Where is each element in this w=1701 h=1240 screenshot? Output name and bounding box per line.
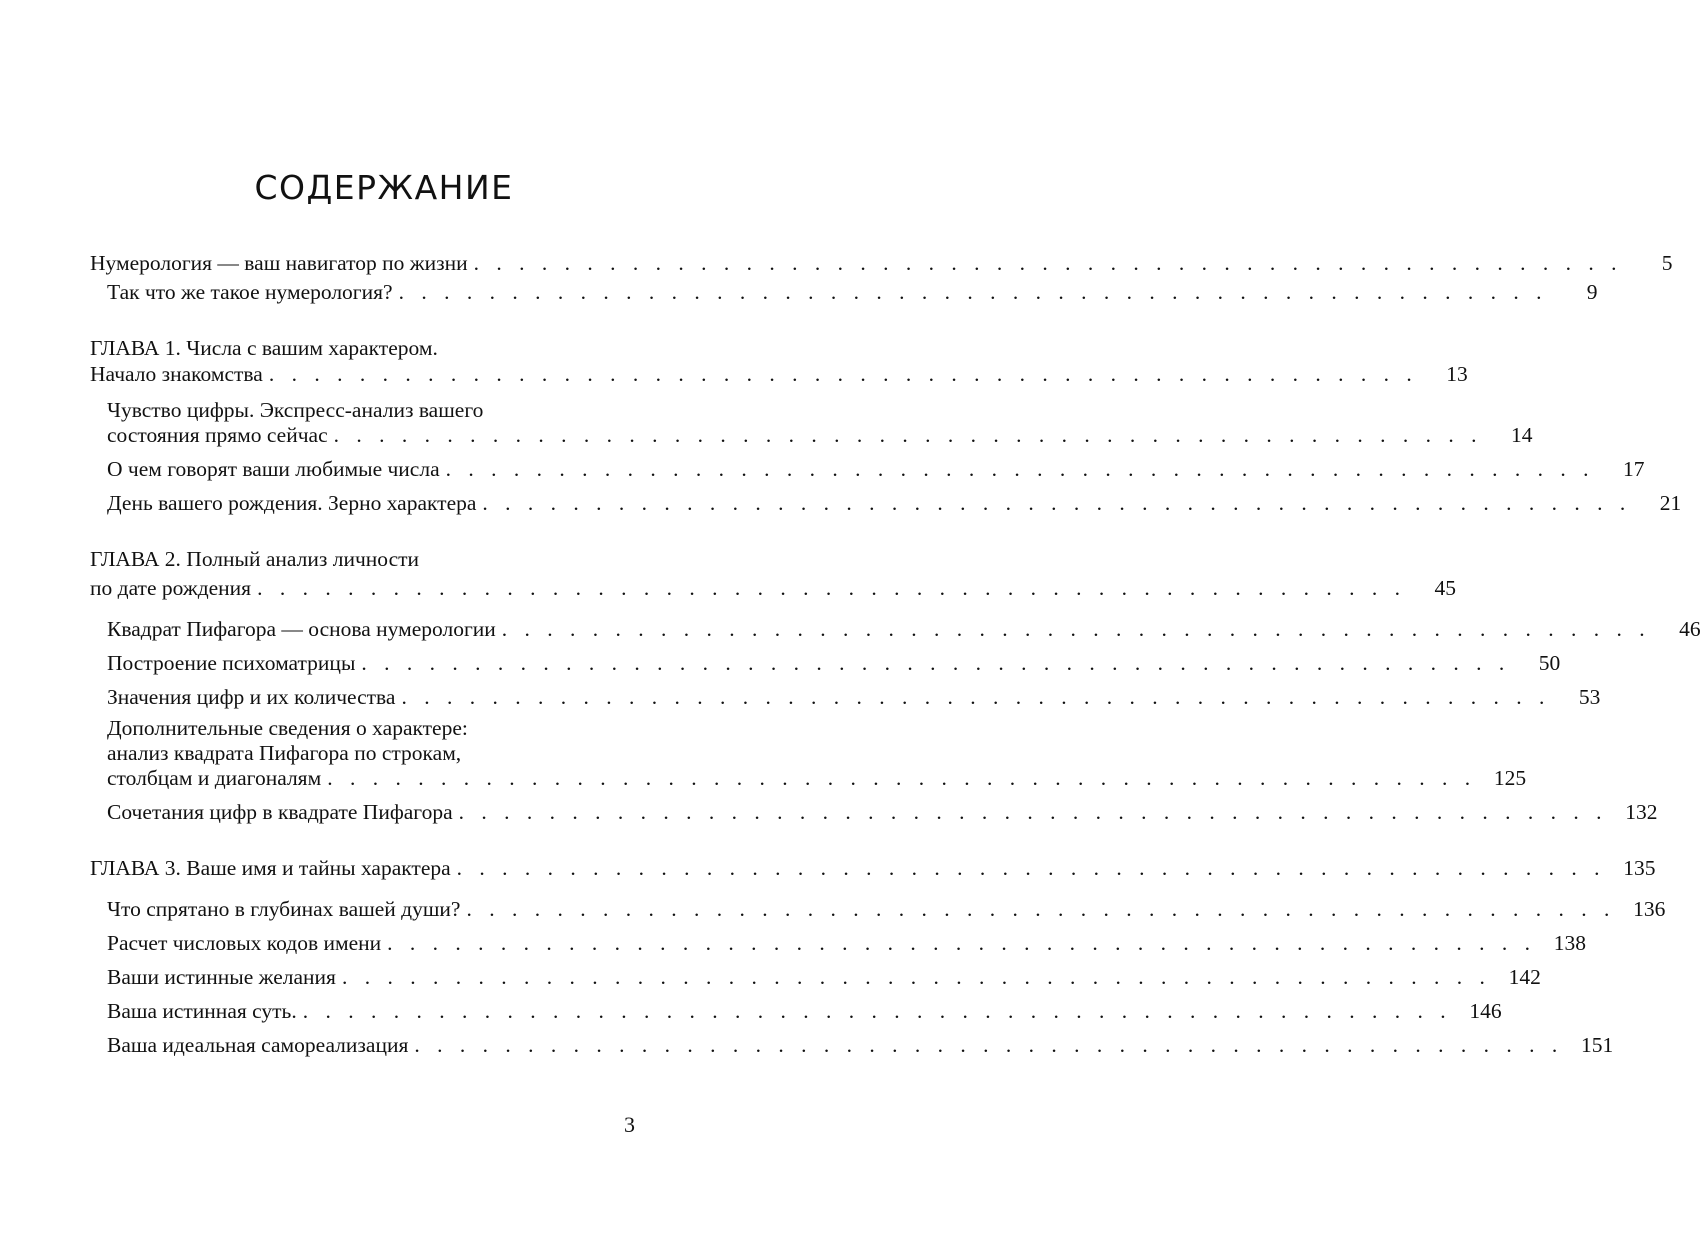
toc-entry-page: 45 xyxy=(1434,576,1456,600)
toc-entry-page: 125 xyxy=(1493,766,1527,790)
dot-leader: . . . . . . . . . . . . . . . . . . . . . . . . . . . . . . . . . . . . . . . . . . . . . . . . . . . xyxy=(445,457,1595,481)
page-number: 3 xyxy=(624,1112,635,1137)
dot-leader: . . . . . . . . . . . . . . . . . . . . . . . . . . . . . . . . . . . . . . . . . . . . . . . . . . . xyxy=(341,965,1491,989)
chapter-heading: ГЛАВА 1. Числа с вашим характером. xyxy=(90,336,438,360)
toc-entry-page: 9 xyxy=(1586,280,1598,304)
toc-entry-line: Дополнительные сведения о характере: xyxy=(107,716,468,740)
toc-entry-title: Что спрятано в глубинах вашей души? xyxy=(107,897,461,921)
toc-entry-page: 46 xyxy=(1679,617,1701,641)
toc-entry-title: Сочетания цифр в квадрате Пифагора xyxy=(107,800,453,824)
dot-leader: . . . . . . . . . . . . . . . . . . . . . . . . . . . . . . . . . . . . . . . . . . . . . . . . . . . xyxy=(398,280,1548,304)
toc-entry xyxy=(107,800,1658,825)
toc-entry-title: Начало знакомства xyxy=(90,362,263,386)
toc-entry xyxy=(107,1033,1614,1058)
toc-entry-title: столбцам и диагоналям xyxy=(107,766,322,790)
toc-entry-page: 136 xyxy=(1633,897,1666,921)
dot-leader: . . . . . . . . . . . . . . . . . . . . . . . . . . . . . . . . . . . . . . . . . . . . . . . . . . . xyxy=(501,617,1651,641)
dot-leader: . . . . . . . . . . . . . . . . . . . . . . . . . . . . . . . . . . . . . . . . . . . . . . . . . . . xyxy=(327,766,1477,790)
toc-entry-page: 5 xyxy=(1661,251,1673,275)
toc-entry-line: Чувство цифры. Экспресс-анализ вашего xyxy=(107,398,484,422)
dot-leader: . . . . . . . . . . . . . . . . . . . . . . . . . . . . . . . . . . . . . . . . . . . . . . . . . . . xyxy=(401,685,1551,709)
toc-entry-line: анализ квадрата Пифагора по строкам, xyxy=(107,741,462,765)
toc-entry xyxy=(90,251,1673,276)
dot-leader: . . . . . . . . . . . . . . . . . . . . . . . . . . . . . . . . . . . . . . . . . . . . . . . . . . . xyxy=(466,897,1616,921)
toc-entry-title: О чем говорят ваши любимые числа xyxy=(107,457,440,481)
toc-entry xyxy=(107,931,1587,956)
toc-entry xyxy=(107,651,1561,676)
toc-entry-title: состояния прямо сейчас xyxy=(107,423,328,447)
toc-entry-title: Значения цифр и их количества xyxy=(107,685,396,709)
toc-entry-title: Ваши истинные желания xyxy=(107,965,336,989)
dot-leader: . . . . . . . . . . . . . . . . . . . . . . . . . . . . . . . . . . . . . . . . . . . . . . . . . . . xyxy=(473,251,1623,275)
toc-entry xyxy=(107,457,1645,482)
toc-entry-page: 151 xyxy=(1580,1033,1614,1057)
toc-entry xyxy=(107,685,1601,710)
dot-leader: . . . . . . . . . . . . . . . . . . . . . . . . . . . . . . . . . . . . . . . . . . . . . . . . . . . xyxy=(333,423,1483,447)
toc-entry-title: по дате рождения xyxy=(90,576,252,600)
toc-entry-page: 146 xyxy=(1469,999,1502,1023)
toc-entry xyxy=(90,856,1656,881)
toc-entry-title: Построение психоматрицы xyxy=(107,651,356,675)
dot-leader: . . . . . . . . . . . . . . . . . . . . . . . . . . . . . . . . . . . . . . . . . . . . . . . . . . . xyxy=(268,362,1418,386)
toc-entry-title: ГЛАВА 3. Ваше имя и тайны характера xyxy=(90,856,451,880)
toc-entry-page: 21 xyxy=(1659,491,1682,515)
toc-entry-page: 135 xyxy=(1623,856,1656,880)
toc-entry-title: Квадрат Пифагора — основа нумерологии xyxy=(107,617,496,641)
dot-leader: . . . . . . . . . . . . . . . . . . . . . . . . . . . . . . . . . . . . . . . . . . . . . . . . . . . xyxy=(302,999,1452,1023)
toc-entry xyxy=(107,423,1533,448)
toc-entry-page: 50 xyxy=(1538,651,1561,675)
toc-entry-page: 17 xyxy=(1623,457,1645,481)
toc-entry-title: Так что же такое нумерология? xyxy=(107,280,393,304)
dot-leader: . . . . . . . . . . . . . . . . . . . . . . . . . . . . . . . . . . . . . . . . . . . . . . . . . . . xyxy=(257,576,1406,600)
toc-entry-page: 14 xyxy=(1511,423,1533,447)
toc-entry-title: Ваша идеальная самореализация xyxy=(107,1033,409,1057)
toc-entry xyxy=(107,617,1701,642)
toc-entry xyxy=(107,999,1502,1024)
dot-leader: . . . . . . . . . . . . . . . . . . . . . . . . . . . . . . . . . . . . . . . . . . . . . . . . . . . xyxy=(361,651,1511,675)
page-title: СОДЕРЖАНИЕ xyxy=(254,168,514,207)
chapter-heading: ГЛАВА 2. Полный анализ личности xyxy=(90,547,420,571)
toc-entry-title: Нумерология — ваш навигатор по жизни xyxy=(90,251,468,275)
toc-entry xyxy=(107,965,1541,990)
toc-entry-page: 132 xyxy=(1625,800,1658,824)
toc-entry xyxy=(107,280,1598,305)
toc-entry-page: 142 xyxy=(1508,965,1541,989)
toc-entry xyxy=(90,362,1468,387)
dot-leader: . . . . . . . . . . . . . . . . . . . . . . . . . . . . . . . . . . . . . . . . . . . . . . . . . . . xyxy=(458,800,1608,824)
toc-entry-title: Ваша истинная суть. xyxy=(107,999,297,1023)
dot-leader: . . . . . . . . . . . . . . . . . . . . . . . . . . . . . . . . . . . . . . . . . . . . . . . . . . . xyxy=(456,856,1606,880)
toc-entry-page: 138 xyxy=(1553,931,1587,955)
toc-entry xyxy=(90,576,1456,601)
toc-entry-title: Расчет числовых кодов имени xyxy=(107,931,382,955)
toc-entry-title: День вашего рождения. Зерно характера xyxy=(107,491,477,515)
toc-entry xyxy=(107,897,1666,922)
dot-leader: . . . . . . . . . . . . . . . . . . . . . . . . . . . . . . . . . . . . . . . . . . . . . . . . . . . xyxy=(387,931,1537,955)
toc-entry xyxy=(107,491,1682,516)
dot-leader: . . . . . . . . . . . . . . . . . . . . . . . . . . . . . . . . . . . . . . . . . . . . . . . . . . . xyxy=(482,491,1632,515)
toc-entry xyxy=(107,766,1527,791)
dot-leader: . . . . . . . . . . . . . . . . . . . . . . . . . . . . . . . . . . . . . . . . . . . . . . . . . . . xyxy=(414,1033,1564,1057)
toc-entry-page: 13 xyxy=(1446,362,1468,386)
toc-entry-page: 53 xyxy=(1578,685,1601,709)
